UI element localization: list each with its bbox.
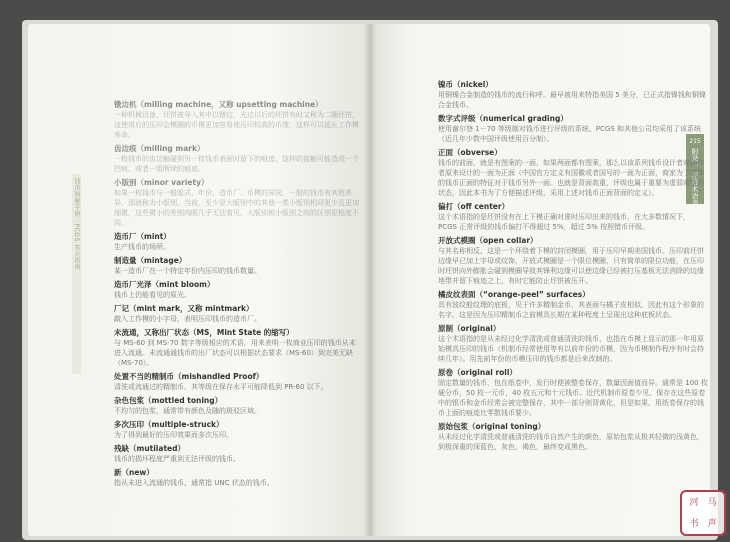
glossary-entry — [114, 178, 359, 228]
running-header: 钱币图解手册：PCGS 官方指南 — [73, 178, 80, 271]
glossary-entry — [114, 256, 359, 276]
glossary-entry — [114, 144, 359, 174]
glossary-entry — [438, 236, 708, 286]
glossary-entry — [438, 422, 708, 452]
glossary-definition: 某一造币厂在一个特定年份内压印的钱币数量。 — [114, 267, 261, 275]
glossary-definition: 与其名称相反，这是一个环绕着下模的封闭模圈，用于压印早期美国钱币。压印前坯饼边缘早已加上字母或纹饰，开放式模圈是一个限位模圈，只有简单的限位功能，在压印时坯饼向外膨胀会碰到模圈导致其锋利边缘可以使边缘已经被打压基板无法消除的边缘地带并留下痕迹之上，有时它能防止坯饼被压开。 — [438, 247, 704, 285]
glossary-term: 制造量（mintage） — [114, 256, 187, 265]
glossary-entry — [114, 304, 359, 324]
glossary-term: 处置不当的精制币（mishandled Proof） — [114, 372, 264, 381]
glossary-term: 原制（original） — [438, 324, 501, 333]
left-side-strip — [72, 174, 81, 374]
glossary-term: 造币厂光泽（mint bloom） — [114, 280, 215, 289]
glossary-definition: 这个术语指的是从未经过化学清洗或普通清洗的钱币，也指在币模上显示的那一年用原始模具压印的钱币（机制币经常使用等有以前年份的币模，因为币模制作程序有时会持续几年）。用先前年份的币模压印的钱币都是后来改制的。 — [438, 335, 704, 363]
glossary-term: 齿边痕（milling mark） — [114, 144, 205, 153]
glossary-definition: 用铜镍合金制造的钱币的流行称呼。最早被用来特指美国 5 美分，已正式指镍钱和铜镍合金钱币。 — [438, 91, 706, 109]
glossary-term: 开放式模圈（open collar） — [438, 236, 538, 245]
glossary-definition: 不均匀的包浆，通常带有颜色及随的斑驳区域。 — [114, 407, 261, 415]
glossary-definition: 生产钱币的场所。 — [114, 243, 170, 251]
glossary-entry — [114, 280, 359, 300]
glossary-entry — [438, 80, 708, 110]
glossary-definition: 为了得到最好的压印效果而多次压印。 — [114, 431, 233, 439]
book-spine — [364, 24, 376, 536]
glossary-term: 原卷（original roll） — [438, 368, 517, 377]
glossary-term: 镦边机（milling machine，又称 upsetting machine） — [114, 100, 323, 109]
stamp-char: 河 — [689, 497, 699, 508]
glossary-definition: 钱币的前面，就是有图案的一面，如果两面都有图案，那么以该系列钱币设计者或创作者原来设计的一面为正面（中国官方定义有国徽或者国号的一面为正面，商家为了装饰的钱币正面的特征对于钱币另外一面。也就是背面高重，评级也属于重要为虚弱观察的状态，因此本书为了方便描述评级，采用上述对钱币正面背面的定义）。 — [438, 159, 704, 197]
glossary-definition: 指从未进入流通的钱币，通常指 UNC 状态的钱币。 — [114, 479, 274, 487]
glossary-entry — [114, 100, 359, 140]
glossary-term: 造币厂（mint） — [114, 232, 171, 241]
glossary-term: 偏打（off center） — [438, 202, 510, 211]
glossary-entry — [114, 328, 359, 368]
right-glossary — [438, 80, 708, 456]
left-glossary — [114, 100, 359, 492]
glossary-entry — [114, 468, 359, 488]
glossary-term: 正面（obverse） — [438, 148, 502, 157]
chapter-label: 附录一 评级术语表 — [691, 148, 699, 207]
open-book — [22, 20, 718, 540]
glossary-definition: 固定数量的钱币，包在纸卷中，发行时便被整卷保存，数量因面值而异。通常是 100 枚硬分币，50 枚一元币，40 枚五元和十元钱币。近代机制币原卷少见，保存在这些原卷中的银币和金币经常会被完整保存，其中一部分则背黄化，但是如果，用纸卷保存的钱币上面的痕迹比零散钱币要少。 — [438, 379, 708, 417]
glossary-entry — [114, 372, 359, 392]
glossary-entry — [438, 324, 708, 364]
glossary-definition: 一枚钱币的齿边触碰到另一枚钱币表面时留下的痕迹，这样的接触可能造成一个凹痕、或者一组断续的痕迹。 — [114, 155, 359, 173]
glossary-entry — [438, 114, 708, 144]
glossary-definition: 从未经过化学清洗或普通清洗的钱币自然产生的颜色，原始包浆从极其轻微的浅黄色，到极深重的深蓝色，灰色，褐色，最终变成黑色。 — [438, 433, 704, 451]
glossary-entry — [114, 232, 359, 252]
seal-stamp — [680, 490, 726, 536]
glossary-definition: 与 MS-60 到 MS-70 数字等级相应的术语，用来表明一枚商业压印的钱币从未进入流通。未流通通钱币的出厂状态可以根据状态要求（MS-60）到完美无缺（MS-70）。 — [114, 339, 356, 367]
glossary-entry — [114, 444, 359, 464]
glossary-term: 数字式评级（numerical grading） — [438, 114, 568, 123]
glossary-term: 原始包浆（original toning） — [438, 422, 546, 431]
stamp-char: 书 — [689, 518, 699, 529]
glossary-term: 镍币（nickel） — [438, 80, 493, 89]
glossary-definition: 具有波纹般纹理的底板，见于许多精制金币，其表面与橘子皮相似，因此有这个形象的名字。这是因为压印精制币之前模具长期在某种程度上呈现出这种底板状态。 — [438, 301, 704, 319]
stamp-char: 马 — [707, 497, 717, 508]
glossary-definition: 钱币上仍能看见的原光。 — [114, 291, 191, 299]
glossary-definition: 钱币的损坏程度严重到无法评级的钱币。 — [114, 455, 240, 463]
glossary-term: 新（new） — [114, 468, 154, 477]
glossary-definition: 清洗或流通过的精制币，其等级在保存水平可能降低到 PR-60 以下。 — [114, 383, 328, 391]
glossary-term: 橘皮纹表面（“orange-peel” surfaces） — [438, 290, 590, 299]
glossary-definition: 这个术语指的是坯饼没有在上下模正确对准时压印出来的钱币，在大多数情况下，PCGS 正常评级的钱币偏打不得超过 5%，超过 5% 按照错币评级。 — [438, 213, 690, 231]
glossary-entry — [438, 148, 708, 198]
glossary-entry — [438, 368, 708, 418]
stamp-char: 声 — [707, 518, 717, 529]
glossary-term: 小版别（minor variety） — [114, 178, 209, 187]
glossary-definition: 使用谢尔登 1－70 等级制对钱币进行评级的系统。PCGS 和其他公司均采用了该系统（近几年少数中国评级使用百分制）。 — [438, 125, 702, 143]
glossary-entry — [438, 290, 708, 320]
glossary-definition: 如果一枚钱币与一般版式，年份、造币厂、币模的异同，一般的钱币有其他差异，那就称为小版别。当前，至少是大版别中的其他一类小版别相同更少且更加细微，这些微小的差别肉眼几乎无法看见。大版别和小版别之间的区别是程度不同。 — [114, 189, 359, 227]
glossary-term: 未流通，又称出厂状态（MS，Mint State 的缩写） — [114, 328, 294, 337]
glossary-entry — [114, 396, 359, 416]
glossary-entry — [114, 420, 359, 440]
glossary-term: 残缺（mutilated） — [114, 444, 185, 453]
glossary-definition: 一种机械设备，坯饼被导入其中以镦边，光边以后的坯饼有时又称为二圈坯饼，这使用后的压印会模圈的币模更加容易地压印较高的币缘，这样可以延长工作模寿命。 — [114, 111, 359, 139]
glossary-entry — [438, 202, 708, 232]
glossary-term: 多次压印（multiple-struck） — [114, 420, 224, 429]
page-number: 215 — [689, 138, 701, 145]
glossary-definition: 敲入工作模的小字母，表明压印钱币的造币厂。 — [114, 315, 261, 323]
glossary-term: 厂记（mint mark，又称 mintmark） — [114, 304, 254, 313]
glossary-term: 杂色包浆（mottled toning） — [114, 396, 223, 405]
